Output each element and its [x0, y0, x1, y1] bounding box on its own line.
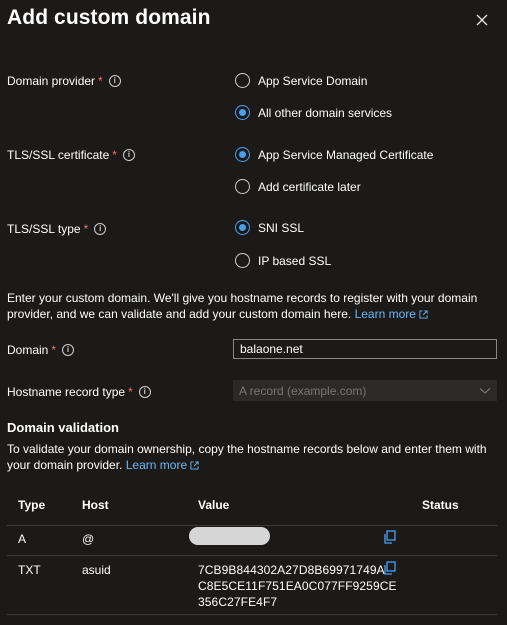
required-marker: *: [98, 74, 103, 88]
select-placeholder: A record (example.com): [239, 383, 367, 398]
info-icon[interactable]: i: [123, 149, 135, 161]
table-divider: [7, 555, 497, 556]
info-icon[interactable]: i: [109, 75, 121, 87]
radio-button[interactable]: [235, 147, 250, 162]
radio-label: SNI SSL: [258, 220, 305, 235]
panel-title: Add custom domain: [7, 6, 211, 29]
table-row-a-type: A: [18, 532, 27, 546]
copy-icon[interactable]: [383, 530, 397, 544]
external-link-icon: [190, 461, 199, 470]
hostname-record-type-label-text: Hostname record type: [7, 385, 126, 399]
learn-more-link-text[interactable]: Learn more: [125, 458, 188, 472]
required-marker: *: [128, 385, 133, 399]
radio-managed-certificate[interactable]: [235, 147, 433, 162]
radio-button[interactable]: [235, 179, 250, 194]
learn-more-link[interactable]: [126, 458, 199, 472]
radio-sni-ssl[interactable]: [235, 220, 304, 235]
intro-text-body: Enter your custom domain. We'll give you hostname records to register with your domain provider, and we can validate and add your custom domain here.: [7, 291, 478, 321]
tls-type-label: [7, 222, 106, 236]
redacted-value: [189, 527, 270, 545]
tls-certificate-label: [7, 148, 135, 162]
domain-provider-label: [7, 74, 121, 88]
info-icon[interactable]: i: [62, 344, 74, 356]
radio-button[interactable]: [235, 220, 250, 235]
value-line: 7CB9B844302A27D8B69971749A: [198, 563, 385, 577]
external-link-icon: [419, 310, 428, 319]
copy-icon[interactable]: [383, 561, 397, 575]
tls-type-label-text: TLS/SSL type: [7, 222, 81, 236]
learn-more-link[interactable]: [355, 307, 428, 321]
chevron-down-icon: [479, 387, 491, 395]
table-divider: [7, 525, 497, 526]
radio-ip-based-ssl[interactable]: [235, 253, 331, 268]
value-line: 356C27FE4F7: [198, 595, 278, 609]
table-row-txt-value: [198, 562, 397, 610]
radio-button[interactable]: [235, 73, 250, 88]
required-marker: *: [112, 148, 117, 162]
radio-all-other-domain-services[interactable]: [235, 105, 392, 120]
validation-text: [7, 441, 497, 473]
radio-app-service-domain[interactable]: [235, 73, 367, 88]
hostname-record-type-label: [7, 385, 151, 399]
hostname-record-type-select[interactable]: [233, 380, 497, 401]
table-row-txt-type: TXT: [18, 563, 41, 577]
radio-label: All other domain services: [258, 105, 393, 120]
radio-label: App Service Domain: [258, 73, 368, 88]
table-row-a-host: @: [82, 532, 95, 546]
domain-provider-label-text: Domain provider: [7, 74, 96, 88]
domain-validation-title: Domain validation: [7, 420, 119, 435]
validation-text-body: To validate your domain ownership, copy the hostname records below and enter them with your domain provider.: [7, 442, 487, 472]
required-marker: *: [83, 222, 89, 236]
required-marker: *: [51, 343, 57, 357]
radio-label: App Service Managed Certificate: [258, 147, 434, 162]
column-header-type: Type: [18, 498, 46, 512]
radio-label: Add certificate later: [258, 179, 361, 194]
domain-label: [7, 343, 74, 357]
radio-button[interactable]: [235, 105, 250, 120]
info-icon[interactable]: i: [139, 386, 151, 398]
column-header-status: Status: [422, 498, 459, 512]
domain-label-text: Domain: [7, 343, 49, 357]
tls-certificate-label-text: TLS/SSL certificate: [7, 148, 110, 162]
radio-label: IP based SSL: [258, 253, 332, 268]
domain-input[interactable]: [233, 339, 497, 359]
info-icon[interactable]: i: [94, 223, 106, 235]
value-line: C8E5CE11F751EA0C077FF9259CE: [198, 579, 397, 593]
intro-text: [7, 290, 497, 322]
radio-add-certificate-later[interactable]: [235, 179, 361, 194]
close-icon[interactable]: [474, 12, 490, 28]
table-divider: [7, 614, 497, 615]
column-header-value: Value: [198, 498, 230, 512]
table-row-txt-host: asuid: [82, 563, 111, 577]
radio-button[interactable]: [235, 253, 250, 268]
learn-more-link-text[interactable]: Learn more: [354, 307, 416, 321]
column-header-host: Host: [82, 498, 109, 512]
